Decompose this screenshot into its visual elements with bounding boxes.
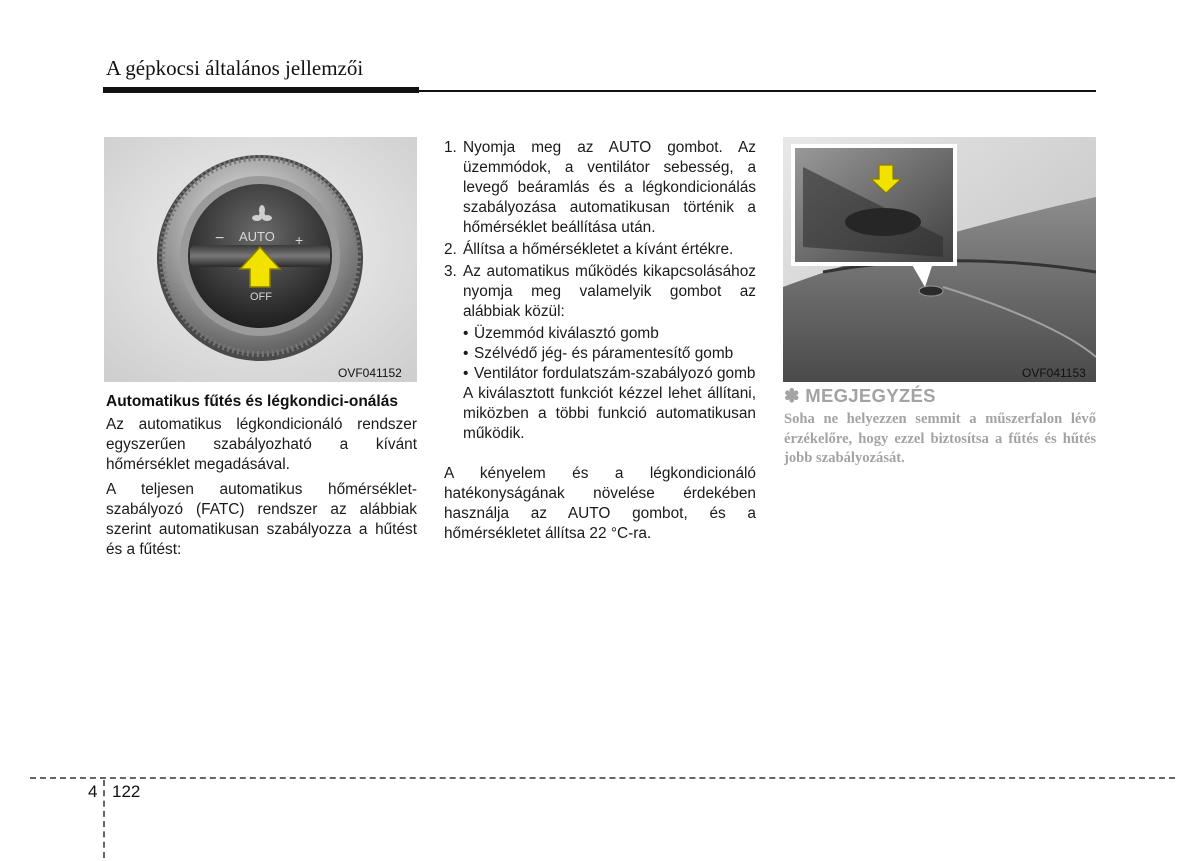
paragraph-fatc: A teljesen automatikus hőmérséklet-szabályozó (FATC) rendszer az alábbiak szerint automatikusan szabályozza a hűtést és a fűtést:	[106, 481, 417, 558]
step-text: Az automatikus működés kikapcsolásához nyomja meg valamelyik gombot az alábbiak közül:	[463, 263, 756, 320]
bullet-text: Ventilátor fordulatszám-szabályozó gomb	[474, 365, 756, 382]
sensor-icon	[919, 286, 943, 296]
sensor-figure	[783, 137, 1096, 382]
chapter-number: 4	[88, 782, 98, 801]
comfort-tip: A kényelem és a légkondicionáló hatékonyságának növelése érdekében használja az AUTO gombot, és a hőmérsékletet állítsa 22 °C-ra.	[444, 465, 756, 542]
footer-vertical-divider	[103, 780, 105, 858]
header-rule-thick	[103, 87, 419, 93]
bullet-item	[444, 364, 756, 384]
note-box	[784, 385, 1096, 469]
paragraph-intro: Az automatikus légkondicionáló rendszer egyszerűen szabályozható a kívánt hőmérséklet megadásával.	[106, 416, 417, 473]
header-rule-thin	[419, 90, 1096, 92]
bullet-text: Üzemmód kiválasztó gomb	[474, 325, 659, 342]
step-text: Nyomja meg az AUTO gombot. Az üzemmódok, a ventilátor sebesség, a levegő beáramlás és a légkondicionálás szabályozása automatikusan történik a hőmérséklet beállítása után.	[463, 139, 756, 236]
footer-divider	[30, 777, 1175, 779]
step-item	[444, 240, 756, 260]
bullet-text: Szélvédő jég- és páramentesítő gomb	[474, 345, 734, 362]
step-item	[444, 262, 756, 322]
step-text: Állítsa a hőmérsékletet a kívánt értékre.	[463, 241, 734, 258]
section-heading: Automatikus fűtés és légkondici-onálás	[106, 393, 398, 410]
bullet-icon: •	[463, 365, 469, 382]
step-number: 3.	[444, 263, 457, 280]
page-number: 122	[112, 782, 141, 801]
bullet-item	[444, 344, 756, 364]
bullet-item	[444, 324, 756, 344]
step-number: 1.	[444, 139, 457, 156]
column-left	[106, 392, 417, 565]
knob-plus-label: +	[295, 232, 304, 248]
knob-minus-label: −	[215, 230, 225, 247]
bullet-icon: •	[463, 325, 469, 342]
knob-off-label: OFF	[250, 291, 272, 303]
figure-code-right: OVF041153	[1022, 366, 1086, 380]
note-title: ✽ MEGJEGYZÉS	[784, 385, 936, 406]
sensor-illustration	[783, 137, 1096, 382]
step-number: 2.	[444, 241, 457, 258]
column-middle	[444, 138, 756, 559]
step-item	[444, 138, 756, 238]
manual-override-note: A kiválasztott funkciót kézzel lehet állítani, miközben a többi funkció automatikusan működik.	[463, 385, 756, 442]
auto-knob-figure	[104, 137, 417, 382]
bullet-icon: •	[463, 345, 469, 362]
knob-auto-label: AUTO	[239, 229, 275, 244]
auto-knob-illustration	[104, 137, 417, 382]
page-header-title: A gépkocsi általános jellemzői	[106, 56, 364, 80]
note-text: Soha ne helyezzen semmit a műszerfalon lévő érzékelőre, hogy ezzel biztosítsa a fűtés és hűtés jobb szabályozását.	[784, 411, 1096, 466]
figure-code-left: OVF041152	[338, 366, 402, 380]
